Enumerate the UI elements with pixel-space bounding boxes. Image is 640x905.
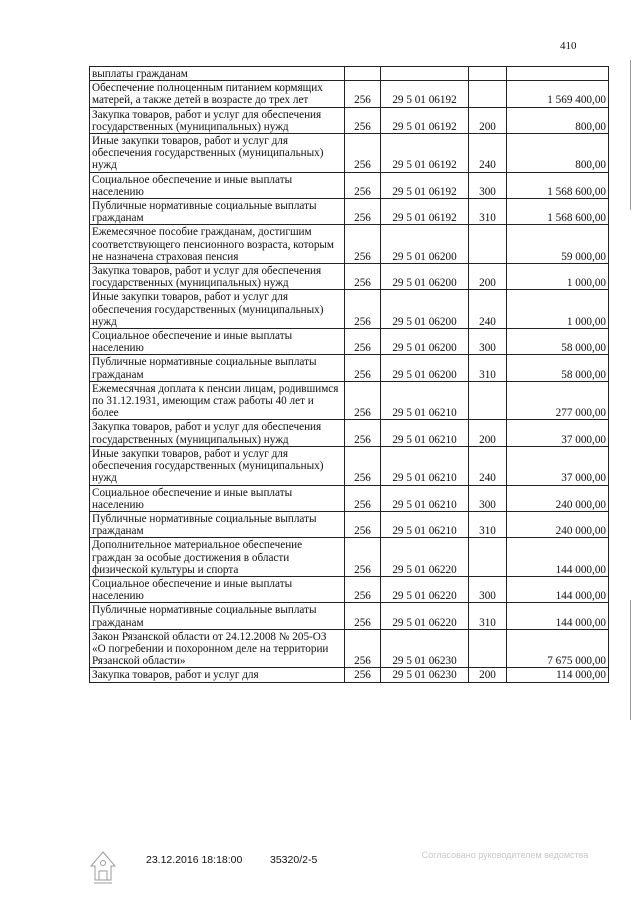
row-expense-type-cell: 200: [469, 668, 507, 682]
row-amount-cell: 1 000,00: [507, 290, 609, 329]
page-number: 410: [560, 40, 577, 52]
row-amount-cell: 7 675 000,00: [507, 629, 609, 668]
table-row: [90, 381, 609, 420]
row-amount-cell: 800,00: [507, 107, 609, 133]
row-amount-cell: 1 568 600,00: [507, 172, 609, 198]
row-amount-cell: 144 000,00: [507, 603, 609, 629]
row-amount-cell: 144 000,00: [507, 538, 609, 577]
row-expense-type-cell: 200: [469, 107, 507, 133]
row-target-code-cell: 29 5 01 06220: [381, 576, 469, 602]
row-name-cell: Закупка товаров, работ и услуг для обеспечения государственных (муниципальных) нужд: [90, 264, 345, 290]
table-row: [90, 446, 609, 485]
row-name-cell: Публичные нормативные социальные выплаты гражданам: [90, 199, 345, 225]
row-target-code-cell: 29 5 01 06210: [381, 420, 469, 446]
page-footer: [0, 848, 640, 888]
row-name-cell: выплаты гражданам: [90, 67, 345, 81]
row-dept-code-cell: 256: [345, 355, 381, 381]
row-dept-code-cell: 256: [345, 81, 381, 107]
row-target-code-cell: 29 5 01 06192: [381, 134, 469, 173]
row-name-cell: Иные закупки товаров, работ и услуг для обеспечения государственных (муниципальных) нужд: [90, 290, 345, 329]
row-amount-cell: 1 000,00: [507, 264, 609, 290]
row-target-code-cell: 29 5 01 06210: [381, 381, 469, 420]
scan-edge-mark: [630, 600, 631, 720]
row-name-cell: Социальное обеспечение и иные выплаты населению: [90, 576, 345, 602]
row-name-cell: Иные закупки товаров, работ и услуг для обеспечения государственных (муниципальных) нужд: [90, 446, 345, 485]
row-amount-cell: 58 000,00: [507, 355, 609, 381]
row-dept-code-cell: [345, 67, 381, 81]
budget-table-body: [90, 67, 609, 683]
row-dept-code-cell: 256: [345, 172, 381, 198]
table-row: [90, 134, 609, 173]
table-row: [90, 290, 609, 329]
row-target-code-cell: 29 5 01 06200: [381, 264, 469, 290]
row-name-cell: Ежемесячное пособие гражданам, достигшим соответствующего пенсионного возраста, которым не назначена страховая пенсия: [90, 225, 345, 264]
row-target-code-cell: 29 5 01 06200: [381, 290, 469, 329]
row-dept-code-cell: 256: [345, 511, 381, 537]
row-amount-cell: 144 000,00: [507, 576, 609, 602]
row-name-cell: Публичные нормативные социальные выплаты гражданам: [90, 355, 345, 381]
row-dept-code-cell: 256: [345, 603, 381, 629]
row-target-code-cell: 29 5 01 06230: [381, 629, 469, 668]
row-expense-type-cell: [469, 67, 507, 81]
row-name-cell: Публичные нормативные социальные выплаты гражданам: [90, 603, 345, 629]
row-expense-type-cell: [469, 629, 507, 668]
row-expense-type-cell: 300: [469, 329, 507, 355]
row-name-cell: Дополнительное материальное обеспечение граждан за особые достижения в области физической культуры и спорта: [90, 538, 345, 577]
row-target-code-cell: 29 5 01 06210: [381, 446, 469, 485]
row-dept-code-cell: 256: [345, 629, 381, 668]
row-name-cell: Иные закупки товаров, работ и услуг для обеспечения государственных (муниципальных) нужд: [90, 134, 345, 173]
row-target-code-cell: 29 5 01 06220: [381, 603, 469, 629]
row-expense-type-cell: 300: [469, 172, 507, 198]
row-target-code-cell: [381, 67, 469, 81]
row-target-code-cell: 29 5 01 06230: [381, 668, 469, 682]
row-amount-cell: 37 000,00: [507, 420, 609, 446]
row-dept-code-cell: 256: [345, 264, 381, 290]
row-dept-code-cell: 256: [345, 134, 381, 173]
row-target-code-cell: 29 5 01 06210: [381, 485, 469, 511]
row-dept-code-cell: 256: [345, 420, 381, 446]
row-amount-cell: 37 000,00: [507, 446, 609, 485]
row-name-cell: Публичные нормативные социальные выплаты гражданам: [90, 511, 345, 537]
row-dept-code-cell: 256: [345, 225, 381, 264]
row-dept-code-cell: 256: [345, 329, 381, 355]
table-row: [90, 629, 609, 668]
row-expense-type-cell: 310: [469, 511, 507, 537]
row-name-cell: Закупка товаров, работ и услуг для обеспечения государственных (муниципальных) нужд: [90, 107, 345, 133]
row-target-code-cell: 29 5 01 06192: [381, 199, 469, 225]
row-expense-type-cell: 310: [469, 355, 507, 381]
table-row: [90, 355, 609, 381]
row-expense-type-cell: 300: [469, 576, 507, 602]
row-expense-type-cell: 240: [469, 446, 507, 485]
row-target-code-cell: 29 5 01 06200: [381, 225, 469, 264]
table-row: [90, 81, 609, 107]
seal-icon: [88, 850, 118, 884]
row-expense-type-cell: 240: [469, 134, 507, 173]
row-expense-type-cell: [469, 538, 507, 577]
table-row: [90, 485, 609, 511]
row-name-cell: Закупка товаров, работ и услуг для: [90, 668, 345, 682]
row-amount-cell: 1 568 600,00: [507, 199, 609, 225]
row-expense-type-cell: 200: [469, 264, 507, 290]
footer-doc-number: 35320/2-5: [270, 854, 318, 866]
table-row: [90, 538, 609, 577]
row-amount-cell: 800,00: [507, 134, 609, 173]
row-name-cell: Закон Рязанской области от 24.12.2008 № 205-ОЗ «О погребении и похоронном деле на территории Рязанской области»: [90, 629, 345, 668]
table-row: [90, 420, 609, 446]
row-target-code-cell: 29 5 01 06192: [381, 107, 469, 133]
row-dept-code-cell: 256: [345, 538, 381, 577]
table-row: [90, 107, 609, 133]
row-amount-cell: 277 000,00: [507, 381, 609, 420]
table-row: [90, 668, 609, 682]
row-dept-code-cell: 256: [345, 446, 381, 485]
table-row: [90, 511, 609, 537]
row-dept-code-cell: 256: [345, 381, 381, 420]
row-dept-code-cell: 256: [345, 107, 381, 133]
table-row: [90, 603, 609, 629]
row-expense-type-cell: 300: [469, 485, 507, 511]
row-dept-code-cell: 256: [345, 290, 381, 329]
table-row: [90, 67, 609, 81]
row-name-cell: Социальное обеспечение и иные выплаты населению: [90, 172, 345, 198]
row-amount-cell: 1 569 400,00: [507, 81, 609, 107]
row-expense-type-cell: [469, 81, 507, 107]
footer-stamp: Согласовано руководителем ведомства: [421, 850, 589, 860]
row-amount-cell: 114 000,00: [507, 668, 609, 682]
row-target-code-cell: 29 5 01 06210: [381, 511, 469, 537]
row-dept-code-cell: 256: [345, 576, 381, 602]
table-row: [90, 576, 609, 602]
row-amount-cell: 240 000,00: [507, 511, 609, 537]
table-row: [90, 329, 609, 355]
row-expense-type-cell: 240: [469, 290, 507, 329]
row-amount-cell: 58 000,00: [507, 329, 609, 355]
row-name-cell: Социальное обеспечение и иные выплаты населению: [90, 329, 345, 355]
footer-date: 23.12.2016 18:18:00: [146, 854, 243, 866]
row-name-cell: Закупка товаров, работ и услуг для обеспечения государственных (муниципальных) нужд: [90, 420, 345, 446]
row-target-code-cell: 29 5 01 06220: [381, 538, 469, 577]
row-target-code-cell: 29 5 01 06200: [381, 329, 469, 355]
row-expense-type-cell: [469, 381, 507, 420]
table-row: [90, 199, 609, 225]
row-expense-type-cell: 310: [469, 199, 507, 225]
scan-edge-mark: [630, 60, 631, 210]
table-row: [90, 172, 609, 198]
row-expense-type-cell: 310: [469, 603, 507, 629]
table-row: [90, 225, 609, 264]
row-target-code-cell: 29 5 01 06200: [381, 355, 469, 381]
row-dept-code-cell: 256: [345, 199, 381, 225]
row-dept-code-cell: 256: [345, 668, 381, 682]
row-name-cell: Социальное обеспечение и иные выплаты населению: [90, 485, 345, 511]
table-row: [90, 264, 609, 290]
row-amount-cell: 240 000,00: [507, 485, 609, 511]
row-expense-type-cell: [469, 225, 507, 264]
row-target-code-cell: 29 5 01 06192: [381, 81, 469, 107]
row-target-code-cell: 29 5 01 06192: [381, 172, 469, 198]
row-name-cell: Ежемесячная доплата к пенсии лицам, родившимся по 31.12.1931, имеющим стаж работы 40 лет и более: [90, 381, 345, 420]
row-amount-cell: 59 000,00: [507, 225, 609, 264]
row-expense-type-cell: 200: [469, 420, 507, 446]
budget-table: [89, 66, 609, 683]
row-name-cell: Обеспечение полноценным питанием кормящих матерей, а также детей в возрасте до трех лет: [90, 81, 345, 107]
row-amount-cell: [507, 67, 609, 81]
row-dept-code-cell: 256: [345, 485, 381, 511]
